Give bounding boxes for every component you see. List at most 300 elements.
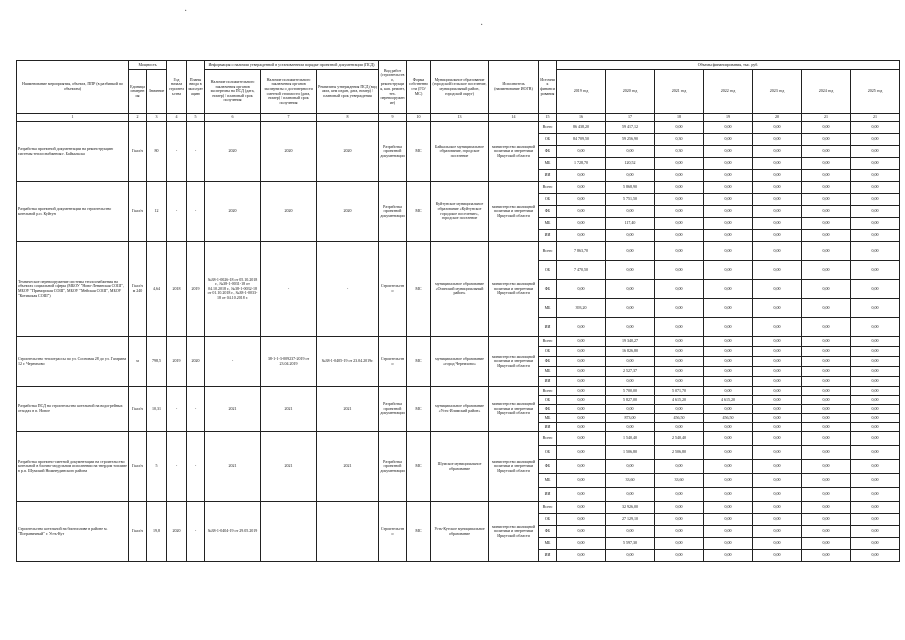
municipality-cell: муниципальное образование «город Черемхово» (431, 337, 489, 387)
header-work-type: Вид работ (строительство, реконструкция, кап. ремонт, тех. перевооружение) (379, 61, 407, 114)
amount-cell: 4 615,20 (704, 396, 753, 405)
object-name: Разработка проектной документации на строительство котельной р.п. Куйтун (17, 182, 129, 242)
amount-cell: 120,52 (606, 158, 655, 170)
amount-cell: 0,00 (851, 122, 900, 134)
unit-cell: Гкал/ч (129, 502, 147, 562)
plan-year-cell: 2019 (187, 242, 205, 337)
amount-cell: 0,00 (802, 122, 851, 134)
amount-cell: 0,00 (704, 488, 753, 502)
amount-cell: 0,00 (851, 432, 900, 446)
amount-cell: 0,00 (851, 318, 900, 337)
amount-cell: 0,00 (606, 526, 655, 538)
amount-cell: 59 417,12 (606, 122, 655, 134)
amount-cell: 0,00 (704, 337, 753, 347)
amount-cell: 0,00 (606, 146, 655, 158)
amount-cell: 0,00 (851, 170, 900, 182)
amount-cell: 0,00 (802, 230, 851, 242)
amount-cell: 0,00 (851, 280, 900, 299)
amount-cell: 0,00 (655, 158, 704, 170)
amount-cell: 0,00 (557, 367, 606, 377)
expertise-cell: - (205, 337, 261, 387)
amount-cell: 0,00 (753, 337, 802, 347)
amount-cell: 0,00 (655, 206, 704, 218)
amount-cell: 0,00 (704, 318, 753, 337)
column-number: 14 (489, 114, 539, 122)
amount-cell: 0,00 (802, 423, 851, 432)
source-cell: ОБ (539, 134, 557, 146)
value-cell: 4,64 (147, 242, 167, 337)
amount-cell: 0,00 (753, 514, 802, 526)
amount-cell: 0,00 (753, 414, 802, 423)
amount-cell: 0,00 (802, 299, 851, 318)
estimate-cell: 2021 (261, 432, 317, 502)
source-cell: ФБ (539, 146, 557, 158)
amount-cell: 0,00 (704, 158, 753, 170)
unit-cell: Гкал/ч (129, 387, 147, 432)
amount-cell: 0,00 (557, 182, 606, 194)
amount-cell: 0,00 (704, 526, 753, 538)
amount-cell: 0,00 (802, 387, 851, 396)
value-cell: 80 (147, 122, 167, 182)
amount-cell: 5 868,90 (606, 182, 655, 194)
executor-cell: министерство жилищной политики и энергетики Иркутской области (489, 387, 539, 432)
secondary-capacity (130, 289, 145, 294)
table-row (17, 387, 900, 396)
amount-cell: 0,00 (802, 206, 851, 218)
column-number: 10 (407, 114, 431, 122)
estimate-cell: 2021 (261, 387, 317, 432)
amount-cell: 0,00 (753, 134, 802, 146)
amount-cell: 0,00 (753, 158, 802, 170)
source-cell: ФБ (539, 460, 557, 474)
amount-cell: 0,00 (655, 194, 704, 206)
source-cell: ФБ (539, 405, 557, 414)
expertise-cell: 2021 (205, 432, 261, 502)
amount-cell: 1 540,40 (606, 432, 655, 446)
amount-cell: 0,00 (753, 367, 802, 377)
amount-cell: 0,00 (802, 526, 851, 538)
work-type-cell: Разработка проектной документации (379, 387, 407, 432)
ownership-cell: МС (407, 242, 431, 337)
amount-cell: 0,00 (802, 396, 851, 405)
amount-cell: 2 506,80 (655, 446, 704, 460)
amount-cell: 0,00 (655, 280, 704, 299)
plan-year-cell: 2020 (187, 337, 205, 387)
amount-cell: 0,00 (851, 377, 900, 387)
amount-cell: 0,00 (802, 550, 851, 562)
amount-cell: 0,00 (704, 261, 753, 280)
amount-cell: 0,00 (802, 405, 851, 414)
table-row (17, 122, 900, 134)
amount-cell: 0,00 (655, 218, 704, 230)
amount-cell: 0,00 (802, 446, 851, 460)
amount-cell: 0,00 (802, 337, 851, 347)
executor-cell: министерство жилищной политики и энергетики Иркутской области (489, 182, 539, 242)
amount-cell: 0,00 (851, 206, 900, 218)
estimate-cell: 2020 (261, 182, 317, 242)
table-row (17, 337, 900, 347)
amount-cell: 0,00 (704, 460, 753, 474)
municipality-cell: Куйтунское муниципальное образование «Куйтунское городское поселение», городское поселение (431, 182, 489, 242)
source-cell: Всего (539, 337, 557, 347)
unit-cell: м (129, 337, 147, 387)
amount-cell: 0,00 (655, 347, 704, 357)
amount-cell: 0,00 (851, 414, 900, 423)
expertise-cell: 2020 (205, 122, 261, 182)
amount-cell: 0,00 (802, 502, 851, 514)
header-estimate: Наличие положительного заключения органов экспертизы о достоверности сметной стоимости (дата, номер) / плановый срок получения (261, 70, 317, 114)
amount-cell: 0,00 (753, 488, 802, 502)
amount-cell: 0,00 (753, 502, 802, 514)
expertise-cell: 2020 (205, 182, 261, 242)
amount-cell: 0,00 (851, 146, 900, 158)
source-cell: ОБ (539, 347, 557, 357)
source-cell: ОБ (539, 514, 557, 526)
column-number: 21 (851, 114, 900, 122)
header-ownership: Форма собственности (ГО/МС) (407, 61, 431, 114)
amount-cell: 0,00 (753, 122, 802, 134)
amount-cell: 27 129,10 (606, 514, 655, 526)
unit-cell: Гкал/ч м 240 (129, 242, 147, 337)
amount-cell: 0,00 (557, 514, 606, 526)
amount-cell: 0,30 (655, 146, 704, 158)
amount-cell: 0,00 (802, 367, 851, 377)
amount-cell: 5 827,00 (606, 396, 655, 405)
approval-cell: №38-1-0405-19 от 23.04.2019г. (317, 337, 379, 387)
plan-year-cell: - (187, 122, 205, 182)
amount-cell: 0,00 (851, 134, 900, 146)
source-cell: Всего (539, 242, 557, 261)
amount-cell: 0,00 (802, 182, 851, 194)
header-plans: Планы ввода в эксплуатацию (187, 61, 205, 114)
amount-cell: 0,00 (557, 396, 606, 405)
table-row (17, 432, 900, 446)
amount-cell: 0,00 (851, 396, 900, 405)
amount-cell: 0,00 (557, 218, 606, 230)
source-cell: Всего (539, 502, 557, 514)
amount-cell: 0,00 (753, 526, 802, 538)
amount-cell: 0,00 (606, 357, 655, 367)
amount-cell: 0,00 (655, 502, 704, 514)
secondary-unit: м (132, 288, 136, 293)
amount-cell: 456,50 (704, 414, 753, 423)
amount-cell: 0,00 (802, 347, 851, 357)
amount-cell: 0,00 (802, 261, 851, 280)
executor-cell: министерство жилищной политики и энергетики Иркутской области (489, 337, 539, 387)
source-cell: ОБ (539, 396, 557, 405)
amount-cell: 0,00 (704, 387, 753, 396)
unit-cell: Гкал/ч (129, 432, 147, 502)
amount-cell: 0,00 (704, 550, 753, 562)
amount-cell: 0,00 (557, 280, 606, 299)
amount-cell: 0,00 (851, 538, 900, 550)
object-name: Строительство теплотрассы по ул. Сосновая 28 до ул. Гагарина 12 г. Черемхово (17, 337, 129, 387)
amount-cell: 0,00 (557, 405, 606, 414)
amount-cell: 0,00 (851, 502, 900, 514)
start-year-cell: - (167, 432, 187, 502)
amount-cell: 0,00 (557, 488, 606, 502)
executor-cell: министерство жилищной политики и энергетики Иркутской области (489, 502, 539, 562)
value-cell: 10,31 (147, 387, 167, 432)
amount-cell: 0,00 (753, 357, 802, 367)
amount-cell: 0,00 (753, 387, 802, 396)
source-cell: ОБ (539, 261, 557, 280)
amount-cell: 0,00 (704, 299, 753, 318)
amount-cell: 0,00 (655, 242, 704, 261)
amount-cell: 0,00 (704, 367, 753, 377)
amount-cell: 0,00 (851, 387, 900, 396)
amount-cell: 0,00 (655, 299, 704, 318)
ownership-cell: МС (407, 122, 431, 182)
amount-cell: 0,00 (557, 474, 606, 488)
start-year-cell: 2020 (167, 502, 187, 562)
column-number: 4 (167, 114, 187, 122)
amount-cell: 0,00 (753, 347, 802, 357)
ownership-cell: МС (407, 502, 431, 562)
header-year-2020: 2020 год (606, 70, 655, 114)
amount-cell: 0,00 (557, 538, 606, 550)
amount-cell: 0,00 (704, 446, 753, 460)
amount-cell: 0,00 (802, 432, 851, 446)
amount-cell: 0,00 (655, 488, 704, 502)
estimate-cell: 38-1-1-3-009237-2019 от 23.04.2019 (261, 337, 317, 387)
amount-cell: 0,00 (753, 146, 802, 158)
amount-cell: 0,00 (557, 206, 606, 218)
amount-cell: 0,00 (655, 377, 704, 387)
amount-cell: 0,00 (753, 396, 802, 405)
work-type-cell: Строительство (379, 337, 407, 387)
amount-cell: 0,00 (753, 242, 802, 261)
column-number: 21 (802, 114, 851, 122)
scan-speck: · (184, 6, 188, 17)
amount-cell: 0,00 (753, 405, 802, 414)
table-row (17, 242, 900, 261)
amount-cell: 0,00 (704, 514, 753, 526)
source-cell: ФБ (539, 357, 557, 367)
header-year-start: Год начала строительства (167, 61, 187, 114)
source-cell: МБ (539, 538, 557, 550)
source-cell: МБ (539, 367, 557, 377)
municipality-cell: муниципальное образование «Усть-Илимский район» (431, 387, 489, 432)
source-cell: ОБ (539, 446, 557, 460)
source-cell: ИИ (539, 230, 557, 242)
amount-cell: 0,00 (704, 347, 753, 357)
source-cell: Всего (539, 122, 557, 134)
amount-cell: 0,00 (802, 514, 851, 526)
amount-cell: 0,00 (802, 242, 851, 261)
amount-cell: 5 597,30 (606, 538, 655, 550)
header-year-2019: 2019 год (557, 70, 606, 114)
start-year-cell: - (167, 387, 187, 432)
municipality-cell: Байкальское муниципальное образование, городское поселение (431, 122, 489, 182)
amount-cell: 0,00 (802, 170, 851, 182)
amount-cell: 0,00 (557, 377, 606, 387)
header-financing: Объемы финансирования, тыс. руб. (557, 61, 900, 70)
amount-cell: 0,00 (851, 194, 900, 206)
amount-cell: 33,60 (606, 474, 655, 488)
amount-cell: 0,00 (606, 242, 655, 261)
amount-cell: 7 470,50 (557, 261, 606, 280)
amount-cell: 0,00 (802, 357, 851, 367)
amount-cell: 1 506,80 (606, 446, 655, 460)
column-number: 2 (129, 114, 147, 122)
header-year-2021: 2021 год (655, 70, 704, 114)
header-capacity: Мощность (129, 61, 167, 70)
amount-cell: 0,00 (753, 446, 802, 460)
column-number: 7 (261, 114, 317, 122)
amount-cell: 0,00 (753, 261, 802, 280)
amount-cell: 0,00 (606, 261, 655, 280)
amount-cell: 0,00 (655, 170, 704, 182)
amount-cell: 0,00 (851, 367, 900, 377)
amount-cell: 0,00 (704, 432, 753, 446)
amount-cell: 0,00 (704, 134, 753, 146)
header-expertise: Наличие положительного заключения органов экспертизы на ПСД (дата, номер) / плановый срок получения (205, 70, 261, 114)
amount-cell: 0,00 (606, 460, 655, 474)
start-year-cell: - (167, 182, 187, 242)
header-executor: Исполнитель (наименование ИОГВ) (489, 61, 539, 114)
amount-cell: 0,00 (557, 502, 606, 514)
amount-cell: 0,00 (851, 423, 900, 432)
amount-cell: 0,00 (655, 423, 704, 432)
amount-cell: 0,00 (557, 414, 606, 423)
source-cell: ИИ (539, 423, 557, 432)
source-cell: ИИ (539, 488, 557, 502)
amount-cell: 0,00 (851, 526, 900, 538)
amount-cell: 0,00 (851, 218, 900, 230)
header-unit: Единица измерения (129, 70, 147, 114)
amount-cell: 0,00 (802, 280, 851, 299)
estimate-cell: - (261, 242, 317, 337)
amount-cell: 0,00 (557, 446, 606, 460)
source-cell: ИИ (539, 377, 557, 387)
amount-cell: 0,00 (802, 134, 851, 146)
approval-cell: 2020 (317, 122, 379, 182)
column-number: 13 (431, 114, 489, 122)
amount-cell: 0,00 (655, 230, 704, 242)
amount-cell: 0,00 (704, 194, 753, 206)
amount-cell: 0,00 (802, 146, 851, 158)
value-cell: 798,5 (147, 337, 167, 387)
amount-cell: 456,50 (655, 414, 704, 423)
source-cell: МБ (539, 474, 557, 488)
financing-table (16, 60, 900, 562)
expertise-cell: №38-1-0404-19 от 29.05.2019 (205, 502, 261, 562)
amount-cell: 0,00 (851, 488, 900, 502)
amount-cell: 0,00 (704, 357, 753, 367)
approval-cell: - (317, 242, 379, 337)
amount-cell: 0,00 (704, 182, 753, 194)
scan-speck: · (480, 20, 484, 31)
source-cell: ИИ (539, 170, 557, 182)
executor-cell: министерство жилищной политики и энергетики Иркутской области (489, 242, 539, 337)
value-cell: 19,8 (147, 502, 167, 562)
amount-cell: 117,40 (606, 218, 655, 230)
source-cell: ФБ (539, 206, 557, 218)
amount-cell: 0,00 (851, 405, 900, 414)
amount-cell: 0,00 (802, 538, 851, 550)
amount-cell: 86 438,20 (557, 122, 606, 134)
amount-cell: 0,00 (704, 230, 753, 242)
amount-cell: 0,00 (557, 318, 606, 337)
amount-cell: 2 540,40 (655, 432, 704, 446)
amount-cell: 0,00 (655, 367, 704, 377)
source-cell: Всего (539, 387, 557, 396)
work-type-cell: Строительство (379, 502, 407, 562)
amount-cell: 32 926,00 (606, 502, 655, 514)
work-type-cell: Разработка проектной документации (379, 122, 407, 182)
amount-cell: 0,00 (704, 242, 753, 261)
estimate-cell (261, 502, 317, 562)
ownership-cell: МС (407, 182, 431, 242)
amount-cell: 0,00 (851, 230, 900, 242)
amount-cell: 0,00 (606, 405, 655, 414)
work-type-cell: Разработка проектной документации (379, 432, 407, 502)
amount-cell: 0,00 (704, 538, 753, 550)
source-cell: ФБ (539, 526, 557, 538)
object-name: Разработка ПСД на строительство котельной на водогрейных отходах в п. Новое (17, 387, 129, 432)
amount-cell: 0,30 (655, 134, 704, 146)
amount-cell: 84 709,50 (557, 134, 606, 146)
source-cell: МБ (539, 158, 557, 170)
amount-cell: 0,00 (606, 230, 655, 242)
amount-cell: 0,00 (753, 230, 802, 242)
amount-cell: 0,00 (655, 318, 704, 337)
executor-cell: министерство жилищной политики и энергетики Иркутской области (489, 432, 539, 502)
amount-cell: 0,00 (557, 230, 606, 242)
header-year-2023: 2023 год (753, 70, 802, 114)
amount-cell: 0,00 (557, 347, 606, 357)
amount-cell: 1 728,70 (557, 158, 606, 170)
amount-cell: 0,00 (704, 502, 753, 514)
amount-cell: 0,00 (851, 446, 900, 460)
amount-cell: 0,00 (802, 377, 851, 387)
amount-cell: 0,00 (851, 242, 900, 261)
amount-cell: 0,00 (704, 474, 753, 488)
header-source: Источник финансирования (539, 61, 557, 114)
amount-cell: 0,00 (704, 170, 753, 182)
approval-cell: 2021 (317, 432, 379, 502)
amount-cell: 0,00 (557, 526, 606, 538)
object-name: Разработка проектной документации на реконструкцию системы теплоснабжения г. Байкальска (17, 122, 129, 182)
executor-cell: министерство жилищной политики и энергетики Иркутской области (489, 122, 539, 182)
amount-cell: 0,00 (655, 526, 704, 538)
municipality-cell: Шумское муниципальное образование (431, 432, 489, 502)
amount-cell: 5 071,70 (655, 387, 704, 396)
amount-cell: 0,00 (753, 377, 802, 387)
table-row (17, 182, 900, 194)
amount-cell: 0,00 (557, 550, 606, 562)
amount-cell: 0,00 (655, 460, 704, 474)
amount-cell: 0,00 (802, 158, 851, 170)
column-number: 1 (17, 114, 129, 122)
value-cell: 12 (147, 182, 167, 242)
header-value: Значение (147, 70, 167, 114)
amount-cell: 0,00 (557, 387, 606, 396)
work-type-cell: Разработка проектной документации (379, 182, 407, 242)
amount-cell: 0,00 (606, 170, 655, 182)
header-approval: Реквизиты утверждения ПСД (вид акта, кем издан, дата, номер) / плановый срок утверждения (317, 70, 379, 114)
amount-cell: 0,00 (753, 170, 802, 182)
amount-cell: 0,00 (655, 357, 704, 367)
amount-cell: 0,00 (606, 377, 655, 387)
amount-cell: 0,00 (557, 170, 606, 182)
plan-year-cell: - (187, 432, 205, 502)
object-name: Разработка проектно-сметной документации на строительство котельной в блочно-модульном исполнении на твердом топливе в р.п. Шумский Нижнеудинского района (17, 432, 129, 502)
amount-cell: 59 256,90 (606, 134, 655, 146)
amount-cell: 0,00 (753, 194, 802, 206)
amount-cell: 0,00 (753, 423, 802, 432)
